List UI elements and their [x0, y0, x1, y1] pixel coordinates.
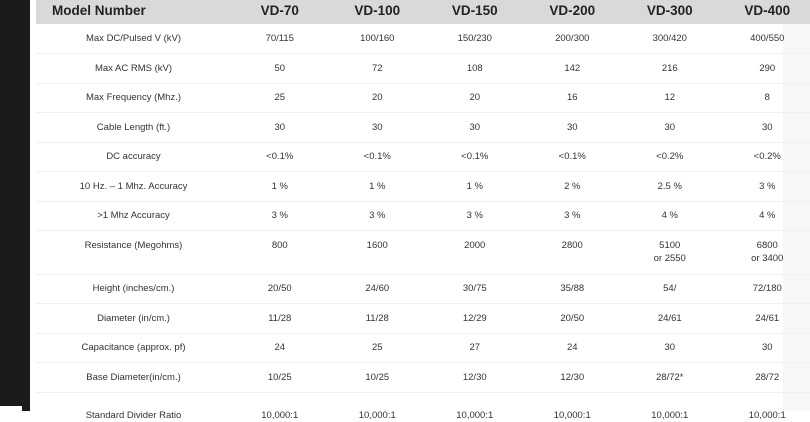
cell-value: 25 — [231, 91, 329, 104]
table-cell — [231, 83, 329, 113]
cell-value: 10,000:1 — [426, 409, 524, 422]
cell-value: 70/115 — [231, 32, 329, 45]
table-cell — [329, 24, 427, 54]
cell-value: 4 % — [621, 209, 719, 222]
specifications-table — [36, 0, 810, 422]
cell-value: <0.1% — [329, 150, 427, 163]
table-row — [36, 83, 810, 113]
row-label: DC accuracy — [36, 142, 231, 172]
cell-value: or 2550 — [621, 252, 719, 265]
cell-value: 30 — [524, 121, 622, 134]
model-header: VD-150 — [426, 0, 524, 24]
cell-value: 100/160 — [329, 32, 427, 45]
table-cell — [426, 142, 524, 172]
model-header: VD-200 — [524, 0, 622, 24]
table-cell — [231, 333, 329, 363]
cell-value: 50 — [231, 62, 329, 75]
cell-value: 3 % — [719, 180, 810, 193]
table-cell — [719, 304, 810, 334]
table-cell — [621, 231, 719, 275]
cell-value: 20 — [426, 91, 524, 104]
cell-value: 6800 — [719, 239, 810, 252]
table-cell — [426, 304, 524, 334]
cell-value: 30 — [719, 121, 810, 134]
table-cell — [524, 113, 622, 143]
table-cell — [524, 231, 622, 275]
cell-value: 12/29 — [426, 312, 524, 325]
table-cell — [329, 363, 427, 393]
cell-value: 12/30 — [426, 371, 524, 384]
table-cell — [426, 274, 524, 304]
cell-value: 5100 — [621, 239, 719, 252]
cell-value: 35/88 — [524, 282, 622, 295]
table-cell — [426, 24, 524, 54]
cell-value: 72/180 — [719, 282, 810, 295]
model-header: VD-300 — [621, 0, 719, 24]
cell-value: 54/ — [621, 282, 719, 295]
table-cell — [426, 392, 524, 422]
table-cell — [524, 201, 622, 231]
row-label: Capacitance (approx. pf) — [36, 333, 231, 363]
row-label: Max Frequency (Mhz.) — [36, 83, 231, 113]
cell-value: 20 — [329, 91, 427, 104]
row-label: Cable Length (ft.) — [36, 113, 231, 143]
table-cell — [719, 24, 810, 54]
table-row — [36, 274, 810, 304]
table-cell — [621, 333, 719, 363]
left-dark-panel — [0, 0, 30, 411]
table-cell — [329, 142, 427, 172]
table-cell — [621, 113, 719, 143]
table-cell — [231, 24, 329, 54]
cell-value: <0.2% — [621, 150, 719, 163]
table-row — [36, 231, 810, 275]
table-cell — [426, 83, 524, 113]
cell-value: 300/420 — [621, 32, 719, 45]
table-cell — [231, 274, 329, 304]
table-cell — [621, 392, 719, 422]
table-cell — [719, 333, 810, 363]
row-label: Resistance (Megohms) — [36, 231, 231, 275]
cell-value: 30/75 — [426, 282, 524, 295]
cell-value: 72 — [329, 62, 427, 75]
row-label: 10 Hz. – 1 Mhz. Accuracy — [36, 172, 231, 202]
cell-value: 1 % — [231, 180, 329, 193]
table-body — [36, 24, 810, 422]
table-cell — [231, 392, 329, 422]
table-cell — [231, 363, 329, 393]
table-cell — [719, 231, 810, 275]
cell-value: 108 — [426, 62, 524, 75]
table-row — [36, 142, 810, 172]
cell-value: 24 — [524, 341, 622, 354]
table-cell — [329, 83, 427, 113]
table-cell — [524, 142, 622, 172]
table-cell — [719, 172, 810, 202]
cell-value: 30 — [231, 121, 329, 134]
cell-value: 150/230 — [426, 32, 524, 45]
table-cell — [719, 363, 810, 393]
cell-value: 30 — [621, 341, 719, 354]
table-cell — [524, 83, 622, 113]
table-cell — [329, 54, 427, 84]
cell-value: 30 — [719, 341, 810, 354]
table-cell — [524, 392, 622, 422]
cell-value: 2000 — [426, 239, 524, 252]
table-cell — [329, 172, 427, 202]
table-row — [36, 201, 810, 231]
cell-value: 30 — [621, 121, 719, 134]
table-cell — [524, 304, 622, 334]
row-label: >1 Mhz Accuracy — [36, 201, 231, 231]
cell-value: 20/50 — [524, 312, 622, 325]
table-row — [36, 172, 810, 202]
cell-value: 24/61 — [719, 312, 810, 325]
table-cell — [231, 113, 329, 143]
table-row — [36, 333, 810, 363]
table-cell — [719, 54, 810, 84]
table-cell — [524, 363, 622, 393]
table-cell — [719, 113, 810, 143]
row-label: Max AC RMS (kV) — [36, 54, 231, 84]
table-cell — [329, 304, 427, 334]
table-cell — [231, 142, 329, 172]
cell-value: 10,000:1 — [524, 409, 622, 422]
spec-sheet — [30, 0, 783, 411]
cell-value: 10,000:1 — [329, 409, 427, 422]
cell-value: 24 — [231, 341, 329, 354]
table-cell — [231, 172, 329, 202]
cell-value: 200/300 — [524, 32, 622, 45]
row-label: Max DC/Pulsed V (kV) — [36, 24, 231, 54]
cell-value: 2 % — [524, 180, 622, 193]
cell-value: 142 — [524, 62, 622, 75]
model-header: VD-100 — [329, 0, 427, 24]
table-cell — [426, 231, 524, 275]
cell-value: 3 % — [231, 209, 329, 222]
table-cell — [231, 201, 329, 231]
table-cell — [621, 363, 719, 393]
cell-value: 290 — [719, 62, 810, 75]
cell-value: 1 % — [329, 180, 427, 193]
table-cell — [621, 142, 719, 172]
cell-value: 2800 — [524, 239, 622, 252]
table-cell — [719, 274, 810, 304]
table-row — [36, 113, 810, 143]
table-cell — [426, 333, 524, 363]
cell-value: 800 — [231, 239, 329, 252]
table-cell — [621, 172, 719, 202]
table-cell — [329, 231, 427, 275]
table-cell — [426, 172, 524, 202]
cell-value: 16 — [524, 91, 622, 104]
cell-value: 3 % — [426, 209, 524, 222]
cell-value: 11/28 — [231, 312, 329, 325]
cell-value: 12 — [621, 91, 719, 104]
table-cell — [719, 201, 810, 231]
table-row — [36, 24, 810, 54]
table-cell — [426, 201, 524, 231]
table-cell — [426, 54, 524, 84]
cell-value: 4 % — [719, 209, 810, 222]
table-cell — [621, 83, 719, 113]
table-cell — [719, 83, 810, 113]
model-header: VD-70 — [231, 0, 329, 24]
cell-value: 25 — [329, 341, 427, 354]
cell-value: 8 — [719, 91, 810, 104]
table-cell — [621, 54, 719, 84]
table-cell — [524, 274, 622, 304]
table-cell — [329, 113, 427, 143]
cell-value: 11/28 — [329, 312, 427, 325]
cell-value: 30 — [426, 121, 524, 134]
table-cell — [329, 392, 427, 422]
cell-value: 10/25 — [329, 371, 427, 384]
cell-value: 10,000:1 — [719, 409, 810, 422]
table-cell — [426, 363, 524, 393]
cell-value: 20/50 — [231, 282, 329, 295]
cell-value: <0.1% — [231, 150, 329, 163]
cell-value: 27 — [426, 341, 524, 354]
row-label: Height (inches/cm.) — [36, 274, 231, 304]
table-cell — [231, 231, 329, 275]
cell-value: 30 — [329, 121, 427, 134]
panel-edge-chip — [0, 406, 22, 411]
cell-value: 3 % — [524, 209, 622, 222]
row-label: Standard Divider Ratio — [36, 392, 231, 422]
model-header: VD-400 — [719, 0, 810, 24]
table-cell — [719, 142, 810, 172]
cell-value: <0.1% — [426, 150, 524, 163]
table-cell — [524, 333, 622, 363]
cell-value: 1600 — [329, 239, 427, 252]
table-cell — [621, 274, 719, 304]
table-row — [36, 392, 810, 422]
cell-value: 28/72 — [719, 371, 810, 384]
cell-value: or 3400 — [719, 252, 810, 265]
cell-value: 10,000:1 — [231, 409, 329, 422]
cell-value: <0.1% — [524, 150, 622, 163]
table-row — [36, 54, 810, 84]
table-row — [36, 304, 810, 334]
model-number-header: Model Number — [36, 0, 231, 24]
table-cell — [231, 304, 329, 334]
row-label: Base Diameter(in/cm.) — [36, 363, 231, 393]
table-cell — [524, 54, 622, 84]
row-label: Diameter (in/cm.) — [36, 304, 231, 334]
table-cell — [621, 24, 719, 54]
cell-value: 400/550 — [719, 32, 810, 45]
cell-value: 10,000:1 — [621, 409, 719, 422]
table-cell — [329, 201, 427, 231]
table-cell — [719, 392, 810, 422]
table-row — [36, 363, 810, 393]
table-cell — [329, 333, 427, 363]
table-cell — [426, 113, 524, 143]
table-header-row — [36, 0, 810, 24]
table-cell — [621, 304, 719, 334]
cell-value: 24/60 — [329, 282, 427, 295]
cell-value: <0.2% — [719, 150, 810, 163]
cell-value: 2.5 % — [621, 180, 719, 193]
cell-value: 12/30 — [524, 371, 622, 384]
cell-value: 28/72* — [621, 371, 719, 384]
cell-value: 1 % — [426, 180, 524, 193]
table-cell — [231, 54, 329, 84]
cell-value: 10/25 — [231, 371, 329, 384]
cell-value: 24/61 — [621, 312, 719, 325]
table-cell — [524, 24, 622, 54]
table-cell — [621, 201, 719, 231]
table-cell — [329, 274, 427, 304]
cell-value: 3 % — [329, 209, 427, 222]
cell-value: 216 — [621, 62, 719, 75]
table-cell — [524, 172, 622, 202]
